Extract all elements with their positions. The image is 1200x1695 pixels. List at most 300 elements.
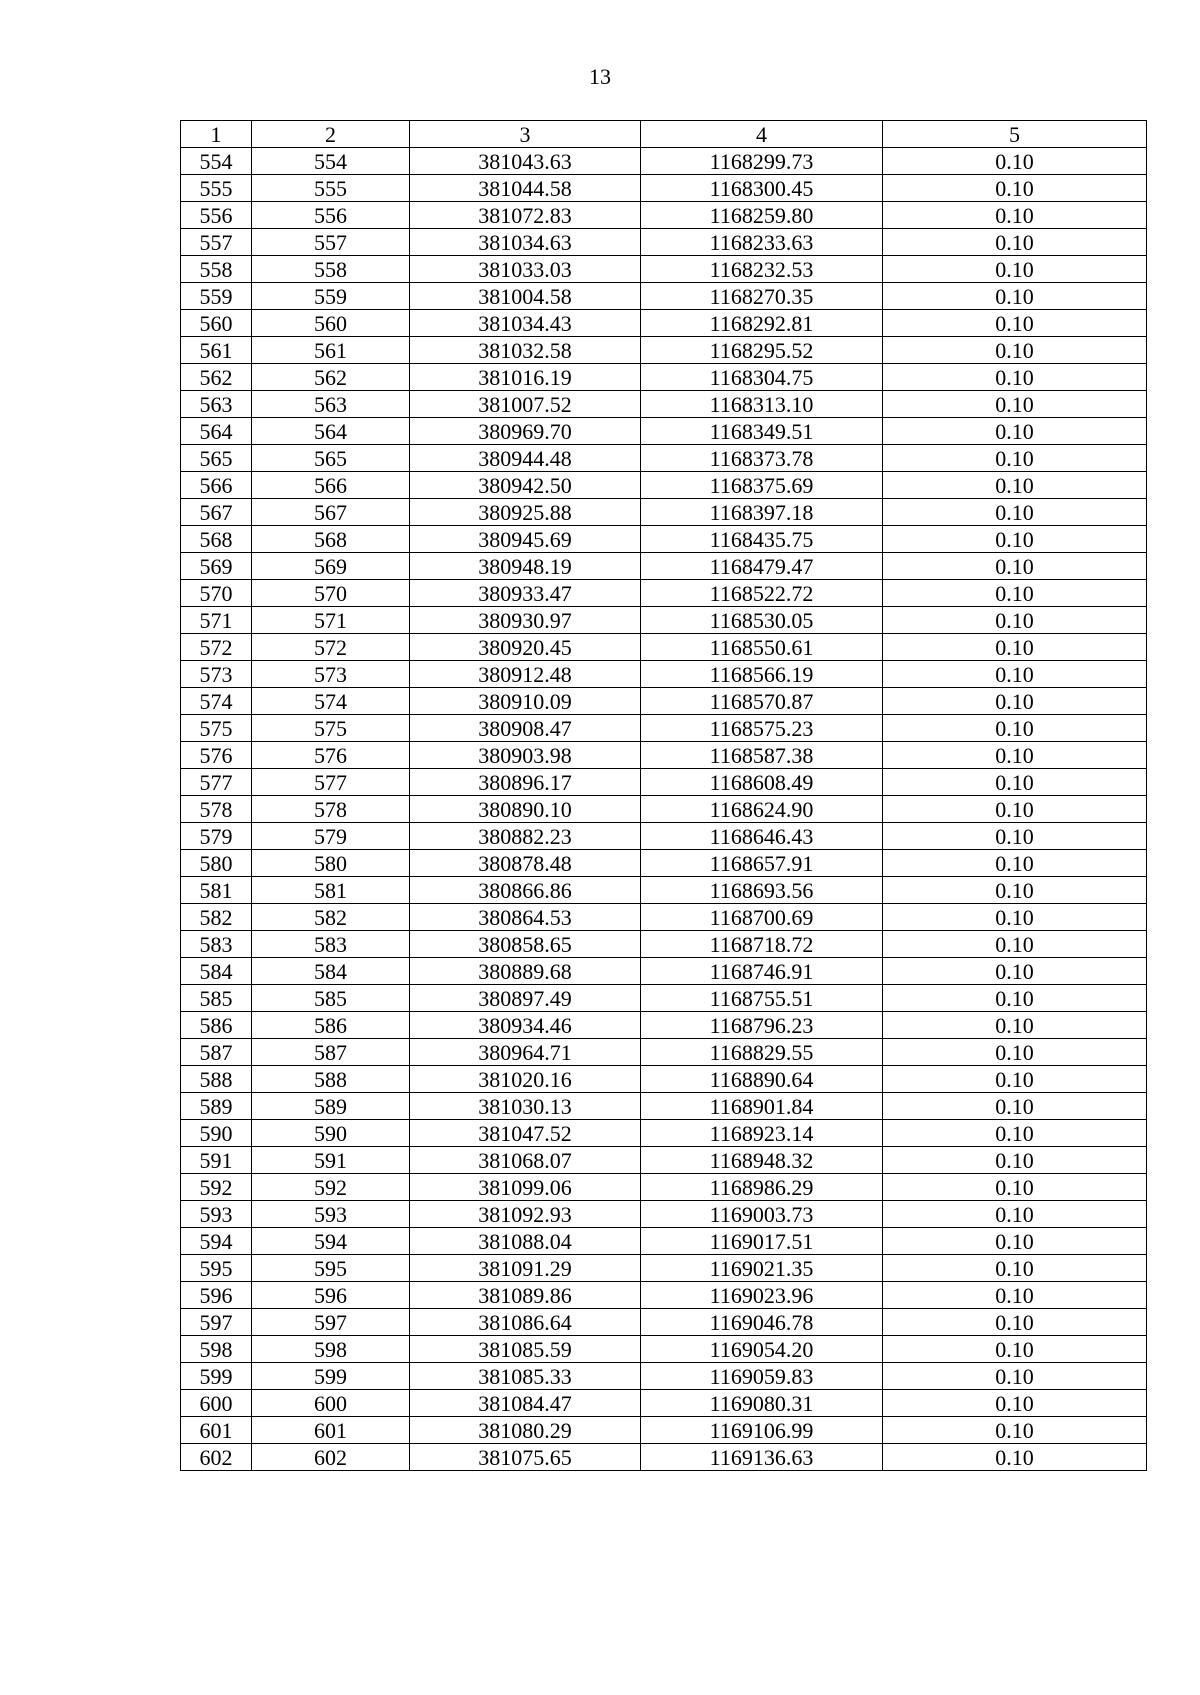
table-row <box>181 229 1147 256</box>
cell-accuracy: 0.10 <box>883 1174 1147 1201</box>
table-row <box>181 931 1147 958</box>
cell-x-coordinate: 380912.48 <box>410 661 641 688</box>
cell-point-number: 562 <box>252 364 410 391</box>
cell-x-coordinate: 381085.59 <box>410 1336 641 1363</box>
cell-point-id: 584 <box>181 958 252 985</box>
cell-y-coordinate: 1168233.63 <box>641 229 883 256</box>
cell-point-number: 564 <box>252 418 410 445</box>
cell-accuracy: 0.10 <box>883 1039 1147 1066</box>
table-row <box>181 958 1147 985</box>
cell-accuracy: 0.10 <box>883 1147 1147 1174</box>
cell-point-id: 581 <box>181 877 252 904</box>
cell-y-coordinate: 1169017.51 <box>641 1228 883 1255</box>
cell-y-coordinate: 1168923.14 <box>641 1120 883 1147</box>
cell-accuracy: 0.10 <box>883 1363 1147 1390</box>
cell-y-coordinate: 1168373.78 <box>641 445 883 472</box>
cell-point-id: 576 <box>181 742 252 769</box>
cell-point-number: 593 <box>252 1201 410 1228</box>
cell-x-coordinate: 381020.16 <box>410 1066 641 1093</box>
cell-point-id: 593 <box>181 1201 252 1228</box>
cell-point-number: 554 <box>252 148 410 175</box>
table-row <box>181 634 1147 661</box>
cell-y-coordinate: 1168948.32 <box>641 1147 883 1174</box>
cell-accuracy: 0.10 <box>883 1012 1147 1039</box>
cell-point-id: 601 <box>181 1417 252 1444</box>
cell-y-coordinate: 1169054.20 <box>641 1336 883 1363</box>
cell-accuracy: 0.10 <box>883 1120 1147 1147</box>
cell-accuracy: 0.10 <box>883 1444 1147 1471</box>
cell-point-number: 571 <box>252 607 410 634</box>
table-row <box>181 526 1147 553</box>
cell-accuracy: 0.10 <box>883 904 1147 931</box>
cell-y-coordinate: 1168570.87 <box>641 688 883 715</box>
table-row <box>181 1282 1147 1309</box>
cell-point-id: 600 <box>181 1390 252 1417</box>
cell-point-id: 568 <box>181 526 252 553</box>
cell-point-number: 602 <box>252 1444 410 1471</box>
cell-accuracy: 0.10 <box>883 1201 1147 1228</box>
cell-accuracy: 0.10 <box>883 337 1147 364</box>
cell-x-coordinate: 381084.47 <box>410 1390 641 1417</box>
cell-x-coordinate: 380969.70 <box>410 418 641 445</box>
cell-point-id: 582 <box>181 904 252 931</box>
table-row <box>181 1012 1147 1039</box>
cell-accuracy: 0.10 <box>883 850 1147 877</box>
cell-point-number: 574 <box>252 688 410 715</box>
cell-accuracy: 0.10 <box>883 553 1147 580</box>
cell-accuracy: 0.10 <box>883 499 1147 526</box>
table-row <box>181 310 1147 337</box>
cell-point-number: 555 <box>252 175 410 202</box>
cell-accuracy: 0.10 <box>883 877 1147 904</box>
table-row <box>181 1120 1147 1147</box>
cell-y-coordinate: 1168292.81 <box>641 310 883 337</box>
cell-point-number: 598 <box>252 1336 410 1363</box>
cell-accuracy: 0.10 <box>883 715 1147 742</box>
cell-point-number: 556 <box>252 202 410 229</box>
cell-y-coordinate: 1169106.99 <box>641 1417 883 1444</box>
cell-accuracy: 0.10 <box>883 310 1147 337</box>
cell-point-number: 599 <box>252 1363 410 1390</box>
cell-y-coordinate: 1168550.61 <box>641 634 883 661</box>
cell-y-coordinate: 1168890.64 <box>641 1066 883 1093</box>
cell-point-id: 598 <box>181 1336 252 1363</box>
table-body <box>181 148 1147 1471</box>
cell-point-number: 595 <box>252 1255 410 1282</box>
cell-accuracy: 0.10 <box>883 364 1147 391</box>
cell-x-coordinate: 380866.86 <box>410 877 641 904</box>
cell-point-id: 599 <box>181 1363 252 1390</box>
cell-point-id: 569 <box>181 553 252 580</box>
cell-point-id: 572 <box>181 634 252 661</box>
cell-point-number: 577 <box>252 769 410 796</box>
cell-x-coordinate: 380925.88 <box>410 499 641 526</box>
column-header: 5 <box>883 121 1147 148</box>
cell-point-number: 568 <box>252 526 410 553</box>
cell-y-coordinate: 1168700.69 <box>641 904 883 931</box>
table-row <box>181 256 1147 283</box>
cell-accuracy: 0.10 <box>883 148 1147 175</box>
cell-y-coordinate: 1168313.10 <box>641 391 883 418</box>
cell-point-number: 558 <box>252 256 410 283</box>
cell-y-coordinate: 1168299.73 <box>641 148 883 175</box>
cell-point-number: 591 <box>252 1147 410 1174</box>
cell-point-id: 597 <box>181 1309 252 1336</box>
cell-x-coordinate: 381080.29 <box>410 1417 641 1444</box>
cell-accuracy: 0.10 <box>883 391 1147 418</box>
cell-point-id: 585 <box>181 985 252 1012</box>
cell-y-coordinate: 1168270.35 <box>641 283 883 310</box>
cell-point-number: 588 <box>252 1066 410 1093</box>
cell-y-coordinate: 1168397.18 <box>641 499 883 526</box>
table-row <box>181 1255 1147 1282</box>
cell-x-coordinate: 381047.52 <box>410 1120 641 1147</box>
table-row <box>181 1417 1147 1444</box>
table-row <box>181 823 1147 850</box>
cell-accuracy: 0.10 <box>883 256 1147 283</box>
cell-y-coordinate: 1168530.05 <box>641 607 883 634</box>
table-row <box>181 418 1147 445</box>
cell-x-coordinate: 381068.07 <box>410 1147 641 1174</box>
cell-point-id: 583 <box>181 931 252 958</box>
cell-y-coordinate: 1168232.53 <box>641 256 883 283</box>
cell-accuracy: 0.10 <box>883 1282 1147 1309</box>
cell-x-coordinate: 381099.06 <box>410 1174 641 1201</box>
cell-point-id: 566 <box>181 472 252 499</box>
cell-point-id: 595 <box>181 1255 252 1282</box>
cell-point-id: 564 <box>181 418 252 445</box>
cell-y-coordinate: 1169021.35 <box>641 1255 883 1282</box>
table-row <box>181 769 1147 796</box>
cell-accuracy: 0.10 <box>883 931 1147 958</box>
table-row <box>181 148 1147 175</box>
table-row <box>181 553 1147 580</box>
cell-point-id: 594 <box>181 1228 252 1255</box>
table-row <box>181 472 1147 499</box>
cell-point-number: 600 <box>252 1390 410 1417</box>
cell-point-number: 586 <box>252 1012 410 1039</box>
cell-point-id: 563 <box>181 391 252 418</box>
cell-point-id: 561 <box>181 337 252 364</box>
cell-accuracy: 0.10 <box>883 985 1147 1012</box>
cell-y-coordinate: 1168566.19 <box>641 661 883 688</box>
cell-point-number: 572 <box>252 634 410 661</box>
cell-x-coordinate: 381075.65 <box>410 1444 641 1471</box>
cell-y-coordinate: 1169046.78 <box>641 1309 883 1336</box>
cell-point-number: 575 <box>252 715 410 742</box>
cell-x-coordinate: 381044.58 <box>410 175 641 202</box>
coordinates-table <box>180 120 1147 1471</box>
cell-point-id: 588 <box>181 1066 252 1093</box>
table-row <box>181 742 1147 769</box>
cell-accuracy: 0.10 <box>883 472 1147 499</box>
cell-point-number: 573 <box>252 661 410 688</box>
table-row <box>181 337 1147 364</box>
cell-x-coordinate: 381089.86 <box>410 1282 641 1309</box>
table-row <box>181 661 1147 688</box>
table-row <box>181 850 1147 877</box>
table-row <box>181 1228 1147 1255</box>
cell-x-coordinate: 380933.47 <box>410 580 641 607</box>
cell-y-coordinate: 1169080.31 <box>641 1390 883 1417</box>
table-row <box>181 1309 1147 1336</box>
cell-x-coordinate: 381043.63 <box>410 148 641 175</box>
cell-accuracy: 0.10 <box>883 661 1147 688</box>
cell-point-id: 596 <box>181 1282 252 1309</box>
cell-accuracy: 0.10 <box>883 1336 1147 1363</box>
cell-point-id: 575 <box>181 715 252 742</box>
column-header: 4 <box>641 121 883 148</box>
cell-y-coordinate: 1169023.96 <box>641 1282 883 1309</box>
cell-y-coordinate: 1168901.84 <box>641 1093 883 1120</box>
cell-point-number: 596 <box>252 1282 410 1309</box>
cell-x-coordinate: 380948.19 <box>410 553 641 580</box>
cell-y-coordinate: 1168718.72 <box>641 931 883 958</box>
table-row <box>181 580 1147 607</box>
cell-y-coordinate: 1168624.90 <box>641 796 883 823</box>
cell-point-id: 554 <box>181 148 252 175</box>
cell-x-coordinate: 380890.10 <box>410 796 641 823</box>
cell-accuracy: 0.10 <box>883 445 1147 472</box>
cell-y-coordinate: 1168295.52 <box>641 337 883 364</box>
table-row <box>181 1093 1147 1120</box>
cell-accuracy: 0.10 <box>883 418 1147 445</box>
table-row <box>181 715 1147 742</box>
cell-point-id: 590 <box>181 1120 252 1147</box>
cell-x-coordinate: 380945.69 <box>410 526 641 553</box>
cell-accuracy: 0.10 <box>883 796 1147 823</box>
cell-point-number: 594 <box>252 1228 410 1255</box>
cell-y-coordinate: 1168646.43 <box>641 823 883 850</box>
cell-accuracy: 0.10 <box>883 283 1147 310</box>
cell-y-coordinate: 1168522.72 <box>641 580 883 607</box>
cell-point-id: 591 <box>181 1147 252 1174</box>
cell-point-number: 563 <box>252 391 410 418</box>
table-row <box>181 904 1147 931</box>
cell-x-coordinate: 381086.64 <box>410 1309 641 1336</box>
cell-accuracy: 0.10 <box>883 580 1147 607</box>
cell-accuracy: 0.10 <box>883 1093 1147 1120</box>
cell-x-coordinate: 381034.43 <box>410 310 641 337</box>
cell-y-coordinate: 1168986.29 <box>641 1174 883 1201</box>
cell-x-coordinate: 380964.71 <box>410 1039 641 1066</box>
cell-point-number: 590 <box>252 1120 410 1147</box>
cell-x-coordinate: 380864.53 <box>410 904 641 931</box>
cell-point-number: 561 <box>252 337 410 364</box>
table-row <box>181 499 1147 526</box>
cell-point-number: 584 <box>252 958 410 985</box>
cell-x-coordinate: 380858.65 <box>410 931 641 958</box>
table-row <box>181 1174 1147 1201</box>
cell-y-coordinate: 1168657.91 <box>641 850 883 877</box>
cell-point-number: 560 <box>252 310 410 337</box>
cell-y-coordinate: 1168375.69 <box>641 472 883 499</box>
cell-x-coordinate: 381072.83 <box>410 202 641 229</box>
cell-x-coordinate: 380920.45 <box>410 634 641 661</box>
cell-y-coordinate: 1169059.83 <box>641 1363 883 1390</box>
table-row <box>181 985 1147 1012</box>
cell-y-coordinate: 1168259.80 <box>641 202 883 229</box>
cell-point-number: 570 <box>252 580 410 607</box>
cell-point-id: 565 <box>181 445 252 472</box>
cell-point-number: 585 <box>252 985 410 1012</box>
cell-accuracy: 0.10 <box>883 688 1147 715</box>
cell-x-coordinate: 381033.03 <box>410 256 641 283</box>
cell-y-coordinate: 1168349.51 <box>641 418 883 445</box>
cell-x-coordinate: 380878.48 <box>410 850 641 877</box>
cell-accuracy: 0.10 <box>883 175 1147 202</box>
cell-x-coordinate: 380903.98 <box>410 742 641 769</box>
table-row <box>181 1336 1147 1363</box>
cell-point-number: 557 <box>252 229 410 256</box>
table-row <box>181 1390 1147 1417</box>
cell-point-id: 587 <box>181 1039 252 1066</box>
table-row <box>181 1444 1147 1471</box>
cell-x-coordinate: 381088.04 <box>410 1228 641 1255</box>
cell-accuracy: 0.10 <box>883 769 1147 796</box>
cell-x-coordinate: 381034.63 <box>410 229 641 256</box>
cell-point-number: 597 <box>252 1309 410 1336</box>
cell-y-coordinate: 1169136.63 <box>641 1444 883 1471</box>
table-row <box>181 607 1147 634</box>
cell-point-id: 602 <box>181 1444 252 1471</box>
cell-accuracy: 0.10 <box>883 1228 1147 1255</box>
column-header: 2 <box>252 121 410 148</box>
cell-x-coordinate: 381007.52 <box>410 391 641 418</box>
table-row <box>181 877 1147 904</box>
cell-x-coordinate: 381016.19 <box>410 364 641 391</box>
cell-point-number: 569 <box>252 553 410 580</box>
cell-point-id: 567 <box>181 499 252 526</box>
cell-y-coordinate: 1168300.45 <box>641 175 883 202</box>
column-header: 3 <box>410 121 641 148</box>
cell-point-id: 577 <box>181 769 252 796</box>
cell-point-number: 582 <box>252 904 410 931</box>
cell-accuracy: 0.10 <box>883 1255 1147 1282</box>
cell-point-number: 567 <box>252 499 410 526</box>
cell-point-number: 583 <box>252 931 410 958</box>
cell-x-coordinate: 381032.58 <box>410 337 641 364</box>
cell-point-number: 589 <box>252 1093 410 1120</box>
cell-point-id: 558 <box>181 256 252 283</box>
cell-point-id: 557 <box>181 229 252 256</box>
cell-accuracy: 0.10 <box>883 607 1147 634</box>
table-row <box>181 445 1147 472</box>
cell-point-id: 559 <box>181 283 252 310</box>
cell-point-number: 559 <box>252 283 410 310</box>
cell-x-coordinate: 380934.46 <box>410 1012 641 1039</box>
page-number: 13 <box>589 64 611 89</box>
table-row <box>181 1147 1147 1174</box>
table-row <box>181 1363 1147 1390</box>
table-row <box>181 1066 1147 1093</box>
cell-point-id: 586 <box>181 1012 252 1039</box>
cell-accuracy: 0.10 <box>883 1390 1147 1417</box>
cell-y-coordinate: 1168435.75 <box>641 526 883 553</box>
cell-x-coordinate: 380896.17 <box>410 769 641 796</box>
table-row <box>181 796 1147 823</box>
cell-accuracy: 0.10 <box>883 634 1147 661</box>
cell-point-id: 556 <box>181 202 252 229</box>
cell-point-id: 579 <box>181 823 252 850</box>
cell-point-number: 601 <box>252 1417 410 1444</box>
cell-accuracy: 0.10 <box>883 229 1147 256</box>
table-row <box>181 364 1147 391</box>
cell-y-coordinate: 1168829.55 <box>641 1039 883 1066</box>
cell-x-coordinate: 380942.50 <box>410 472 641 499</box>
cell-accuracy: 0.10 <box>883 1066 1147 1093</box>
column-header: 1 <box>181 121 252 148</box>
table-row <box>181 1201 1147 1228</box>
cell-y-coordinate: 1168608.49 <box>641 769 883 796</box>
cell-accuracy: 0.10 <box>883 1309 1147 1336</box>
cell-y-coordinate: 1168693.56 <box>641 877 883 904</box>
cell-y-coordinate: 1168304.75 <box>641 364 883 391</box>
cell-accuracy: 0.10 <box>883 958 1147 985</box>
cell-point-number: 566 <box>252 472 410 499</box>
cell-accuracy: 0.10 <box>883 1417 1147 1444</box>
cell-y-coordinate: 1168479.47 <box>641 553 883 580</box>
cell-x-coordinate: 380944.48 <box>410 445 641 472</box>
table-row <box>181 202 1147 229</box>
cell-y-coordinate: 1168746.91 <box>641 958 883 985</box>
cell-point-id: 592 <box>181 1174 252 1201</box>
cell-point-id: 580 <box>181 850 252 877</box>
cell-y-coordinate: 1168587.38 <box>641 742 883 769</box>
cell-y-coordinate: 1168796.23 <box>641 1012 883 1039</box>
cell-point-number: 580 <box>252 850 410 877</box>
cell-point-id: 555 <box>181 175 252 202</box>
table-header-row <box>181 121 1147 148</box>
cell-accuracy: 0.10 <box>883 202 1147 229</box>
table-row <box>181 175 1147 202</box>
table-row <box>181 391 1147 418</box>
cell-x-coordinate: 381091.29 <box>410 1255 641 1282</box>
cell-x-coordinate: 380889.68 <box>410 958 641 985</box>
cell-x-coordinate: 380908.47 <box>410 715 641 742</box>
cell-x-coordinate: 381085.33 <box>410 1363 641 1390</box>
cell-x-coordinate: 380930.97 <box>410 607 641 634</box>
cell-y-coordinate: 1168755.51 <box>641 985 883 1012</box>
cell-point-number: 565 <box>252 445 410 472</box>
cell-point-number: 587 <box>252 1039 410 1066</box>
cell-x-coordinate: 380897.49 <box>410 985 641 1012</box>
cell-point-id: 562 <box>181 364 252 391</box>
cell-y-coordinate: 1169003.73 <box>641 1201 883 1228</box>
cell-point-number: 578 <box>252 796 410 823</box>
table-row <box>181 688 1147 715</box>
cell-accuracy: 0.10 <box>883 526 1147 553</box>
table-row <box>181 1039 1147 1066</box>
cell-x-coordinate: 380882.23 <box>410 823 641 850</box>
cell-x-coordinate: 381004.58 <box>410 283 641 310</box>
cell-x-coordinate: 381030.13 <box>410 1093 641 1120</box>
cell-point-id: 589 <box>181 1093 252 1120</box>
cell-point-number: 579 <box>252 823 410 850</box>
cell-point-number: 592 <box>252 1174 410 1201</box>
table-row <box>181 283 1147 310</box>
cell-point-number: 581 <box>252 877 410 904</box>
cell-point-id: 570 <box>181 580 252 607</box>
cell-x-coordinate: 380910.09 <box>410 688 641 715</box>
cell-point-id: 573 <box>181 661 252 688</box>
cell-accuracy: 0.10 <box>883 823 1147 850</box>
cell-point-id: 578 <box>181 796 252 823</box>
cell-point-id: 560 <box>181 310 252 337</box>
cell-point-id: 574 <box>181 688 252 715</box>
cell-point-id: 571 <box>181 607 252 634</box>
cell-x-coordinate: 381092.93 <box>410 1201 641 1228</box>
